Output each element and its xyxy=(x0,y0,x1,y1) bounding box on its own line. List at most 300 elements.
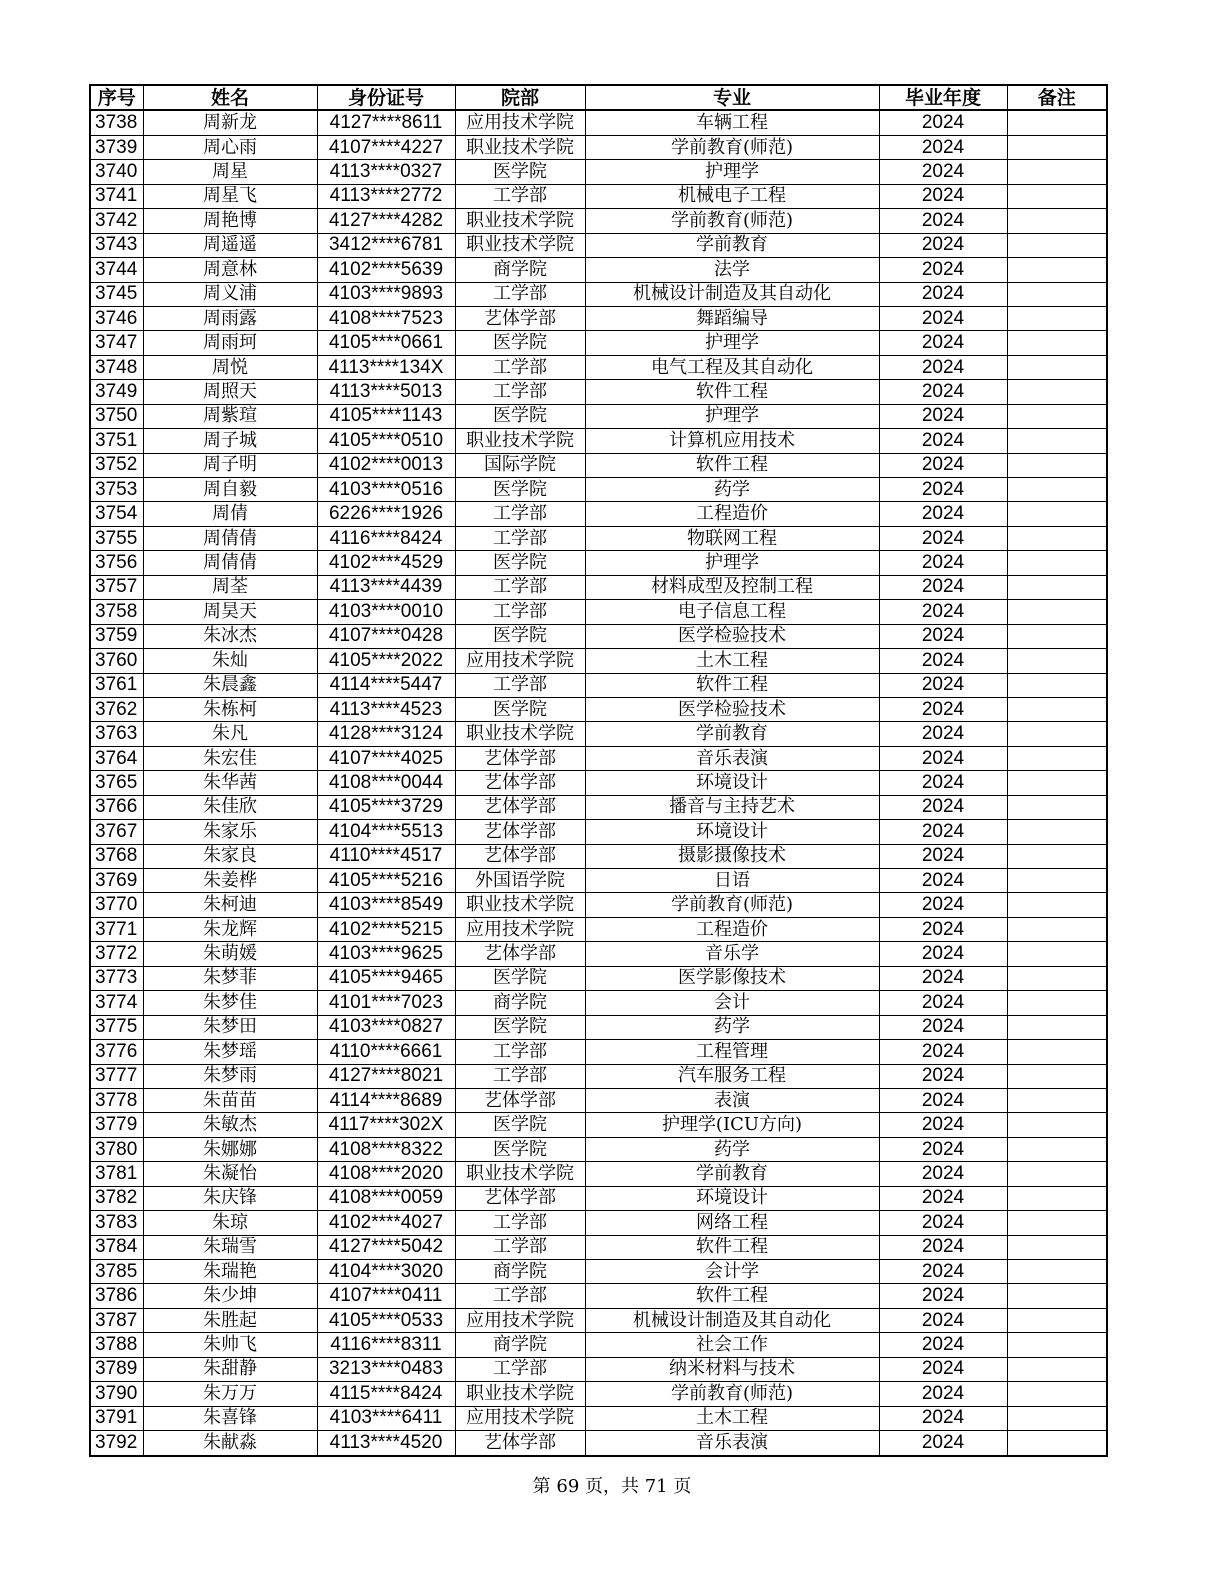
cell-index: 3750 xyxy=(90,404,143,428)
cell-department: 工学部 xyxy=(455,600,585,624)
cell-remarks xyxy=(1007,429,1107,453)
table-row xyxy=(90,746,1107,770)
cell-name: 朱凝怡 xyxy=(143,1162,317,1186)
table-row xyxy=(90,502,1107,526)
cell-major: 计算机应用技术 xyxy=(585,429,879,453)
cell-remarks xyxy=(1007,575,1107,599)
cell-name: 周照天 xyxy=(143,380,317,404)
table-row xyxy=(90,1235,1107,1259)
cell-department: 国际学院 xyxy=(455,453,585,477)
column-header-major: 专业 xyxy=(585,85,879,110)
cell-graduation-year: 2024 xyxy=(879,160,1007,184)
cell-department: 工学部 xyxy=(455,526,585,550)
cell-index: 3742 xyxy=(90,209,143,233)
cell-graduation-year: 2024 xyxy=(879,429,1007,453)
table-row xyxy=(90,1015,1107,1039)
cell-id-number: 4105****2022 xyxy=(317,649,455,673)
cell-remarks xyxy=(1007,1406,1107,1430)
cell-id-number: 3412****6781 xyxy=(317,233,455,257)
cell-id-number: 4113****134X xyxy=(317,355,455,379)
cell-name: 朱瑞雪 xyxy=(143,1235,317,1259)
cell-name: 朱娜娜 xyxy=(143,1137,317,1161)
cell-name: 周子明 xyxy=(143,453,317,477)
cell-id-number: 4115****8424 xyxy=(317,1382,455,1406)
table-row xyxy=(90,282,1107,306)
cell-graduation-year: 2024 xyxy=(879,209,1007,233)
cell-remarks xyxy=(1007,110,1107,135)
cell-name: 周星 xyxy=(143,160,317,184)
cell-name: 周星飞 xyxy=(143,184,317,208)
cell-index: 3776 xyxy=(90,1040,143,1064)
cell-department: 应用技术学院 xyxy=(455,1308,585,1332)
table-row xyxy=(90,160,1107,184)
cell-department: 应用技术学院 xyxy=(455,649,585,673)
cell-index: 3792 xyxy=(90,1431,143,1456)
cell-index: 3756 xyxy=(90,551,143,575)
cell-id-number: 4113****4439 xyxy=(317,575,455,599)
cell-graduation-year: 2024 xyxy=(879,966,1007,990)
cell-remarks xyxy=(1007,1137,1107,1161)
cell-department: 艺体学部 xyxy=(455,1088,585,1112)
cell-graduation-year: 2024 xyxy=(879,1113,1007,1137)
cell-id-number: 4103****9893 xyxy=(317,282,455,306)
cell-major: 播音与主持艺术 xyxy=(585,795,879,819)
cell-id-number: 4113****2772 xyxy=(317,184,455,208)
cell-name: 朱灿 xyxy=(143,649,317,673)
table-row xyxy=(90,184,1107,208)
cell-remarks xyxy=(1007,624,1107,648)
cell-index: 3779 xyxy=(90,1113,143,1137)
cell-name: 朱庆锋 xyxy=(143,1186,317,1210)
cell-graduation-year: 2024 xyxy=(879,306,1007,330)
table-row xyxy=(90,453,1107,477)
cell-department: 艺体学部 xyxy=(455,820,585,844)
table-row xyxy=(90,1308,1107,1332)
cell-index: 3772 xyxy=(90,942,143,966)
cell-remarks xyxy=(1007,844,1107,868)
cell-graduation-year: 2024 xyxy=(879,844,1007,868)
cell-index: 3758 xyxy=(90,600,143,624)
cell-remarks xyxy=(1007,1357,1107,1381)
cell-major: 社会工作 xyxy=(585,1333,879,1357)
cell-name: 周自毅 xyxy=(143,478,317,502)
cell-department: 工学部 xyxy=(455,1064,585,1088)
table-row xyxy=(90,1088,1107,1112)
cell-graduation-year: 2024 xyxy=(879,258,1007,282)
cell-graduation-year: 2024 xyxy=(879,600,1007,624)
cell-major: 医学检验技术 xyxy=(585,697,879,721)
table-row xyxy=(90,258,1107,282)
cell-major: 音乐表演 xyxy=(585,746,879,770)
cell-name: 周荃 xyxy=(143,575,317,599)
cell-department: 工学部 xyxy=(455,355,585,379)
cell-index: 3770 xyxy=(90,893,143,917)
cell-department: 艺体学部 xyxy=(455,942,585,966)
cell-major: 软件工程 xyxy=(585,1235,879,1259)
cell-remarks xyxy=(1007,746,1107,770)
cell-remarks xyxy=(1007,1235,1107,1259)
cell-id-number: 4114****5447 xyxy=(317,673,455,697)
table-row xyxy=(90,1064,1107,1088)
cell-major: 医学检验技术 xyxy=(585,624,879,648)
table-row xyxy=(90,1333,1107,1357)
cell-department: 职业技术学院 xyxy=(455,893,585,917)
cell-major: 材料成型及控制工程 xyxy=(585,575,879,599)
cell-index: 3778 xyxy=(90,1088,143,1112)
cell-name: 朱胜起 xyxy=(143,1308,317,1332)
cell-index: 3755 xyxy=(90,526,143,550)
cell-graduation-year: 2024 xyxy=(879,771,1007,795)
cell-index: 3739 xyxy=(90,135,143,159)
cell-name: 周倩倩 xyxy=(143,526,317,550)
table-row xyxy=(90,771,1107,795)
cell-index: 3788 xyxy=(90,1333,143,1357)
cell-id-number: 4105****0510 xyxy=(317,429,455,453)
cell-id-number: 6226****1926 xyxy=(317,502,455,526)
cell-major: 电气工程及其自动化 xyxy=(585,355,879,379)
table-row xyxy=(90,1162,1107,1186)
cell-department: 艺体学部 xyxy=(455,771,585,795)
table-row xyxy=(90,575,1107,599)
table-row xyxy=(90,1284,1107,1308)
cell-graduation-year: 2024 xyxy=(879,942,1007,966)
cell-department: 工学部 xyxy=(455,1211,585,1235)
cell-id-number: 4105****0533 xyxy=(317,1308,455,1332)
cell-remarks xyxy=(1007,135,1107,159)
cell-department: 医学院 xyxy=(455,160,585,184)
cell-major: 药学 xyxy=(585,1137,879,1161)
cell-graduation-year: 2024 xyxy=(879,1088,1007,1112)
cell-id-number: 4127****8021 xyxy=(317,1064,455,1088)
cell-id-number: 3213****0483 xyxy=(317,1357,455,1381)
cell-name: 周雨露 xyxy=(143,306,317,330)
cell-department: 医学院 xyxy=(455,966,585,990)
table-row xyxy=(90,1431,1107,1456)
cell-graduation-year: 2024 xyxy=(879,697,1007,721)
cell-department: 应用技术学院 xyxy=(455,1406,585,1430)
cell-id-number: 4113****0327 xyxy=(317,160,455,184)
cell-remarks xyxy=(1007,1040,1107,1064)
cell-graduation-year: 2024 xyxy=(879,1308,1007,1332)
cell-graduation-year: 2024 xyxy=(879,1260,1007,1284)
table-row xyxy=(90,1382,1107,1406)
cell-name: 周紫瑄 xyxy=(143,404,317,428)
cell-name: 朱萌媛 xyxy=(143,942,317,966)
cell-department: 医学院 xyxy=(455,331,585,355)
cell-department: 职业技术学院 xyxy=(455,1162,585,1186)
cell-index: 3780 xyxy=(90,1137,143,1161)
cell-id-number: 4107****0428 xyxy=(317,624,455,648)
cell-department: 商学院 xyxy=(455,991,585,1015)
cell-index: 3741 xyxy=(90,184,143,208)
cell-name: 周遥遥 xyxy=(143,233,317,257)
cell-department: 工学部 xyxy=(455,502,585,526)
cell-major: 工程管理 xyxy=(585,1040,879,1064)
cell-index: 3762 xyxy=(90,697,143,721)
cell-department: 医学院 xyxy=(455,1015,585,1039)
cell-remarks xyxy=(1007,1260,1107,1284)
cell-id-number: 4110****4517 xyxy=(317,844,455,868)
table-row xyxy=(90,429,1107,453)
cell-id-number: 4127****4282 xyxy=(317,209,455,233)
cell-graduation-year: 2024 xyxy=(879,649,1007,673)
cell-department: 职业技术学院 xyxy=(455,233,585,257)
cell-index: 3753 xyxy=(90,478,143,502)
cell-id-number: 4103****0516 xyxy=(317,478,455,502)
cell-department: 工学部 xyxy=(455,184,585,208)
cell-graduation-year: 2024 xyxy=(879,1162,1007,1186)
cell-department: 职业技术学院 xyxy=(455,722,585,746)
table-row xyxy=(90,673,1107,697)
cell-department: 医学院 xyxy=(455,624,585,648)
cell-major: 学前教育 xyxy=(585,233,879,257)
cell-graduation-year: 2024 xyxy=(879,1357,1007,1381)
cell-name: 朱佳欣 xyxy=(143,795,317,819)
cell-major: 舞蹈编导 xyxy=(585,306,879,330)
cell-department: 商学院 xyxy=(455,1333,585,1357)
cell-index: 3747 xyxy=(90,331,143,355)
cell-department: 医学院 xyxy=(455,1137,585,1161)
cell-remarks xyxy=(1007,502,1107,526)
cell-graduation-year: 2024 xyxy=(879,355,1007,379)
cell-department: 艺体学部 xyxy=(455,1431,585,1456)
cell-major: 土木工程 xyxy=(585,1406,879,1430)
cell-department: 医学院 xyxy=(455,404,585,428)
table-row xyxy=(90,1137,1107,1161)
cell-id-number: 4102****4027 xyxy=(317,1211,455,1235)
cell-index: 3757 xyxy=(90,575,143,599)
cell-remarks xyxy=(1007,209,1107,233)
cell-major: 纳米材料与技术 xyxy=(585,1357,879,1381)
cell-name: 朱帅飞 xyxy=(143,1333,317,1357)
table-row xyxy=(90,526,1107,550)
cell-remarks xyxy=(1007,1431,1107,1456)
cell-index: 3766 xyxy=(90,795,143,819)
cell-id-number: 4104****3020 xyxy=(317,1260,455,1284)
table-row xyxy=(90,795,1107,819)
cell-major: 日语 xyxy=(585,869,879,893)
table-row xyxy=(90,1357,1107,1381)
cell-major: 软件工程 xyxy=(585,453,879,477)
cell-index: 3771 xyxy=(90,917,143,941)
cell-id-number: 4117****302X xyxy=(317,1113,455,1137)
cell-major: 护理学 xyxy=(585,331,879,355)
cell-name: 朱献淼 xyxy=(143,1431,317,1456)
cell-department: 工学部 xyxy=(455,380,585,404)
cell-graduation-year: 2024 xyxy=(879,746,1007,770)
cell-name: 朱梦雨 xyxy=(143,1064,317,1088)
cell-department: 职业技术学院 xyxy=(455,429,585,453)
cell-major: 环境设计 xyxy=(585,820,879,844)
cell-name: 朱宏佳 xyxy=(143,746,317,770)
cell-major: 护理学 xyxy=(585,160,879,184)
cell-major: 工程造价 xyxy=(585,502,879,526)
cell-graduation-year: 2024 xyxy=(879,453,1007,477)
cell-name: 朱喜锋 xyxy=(143,1406,317,1430)
cell-department: 艺体学部 xyxy=(455,795,585,819)
cell-major: 会计学 xyxy=(585,1260,879,1284)
cell-id-number: 4113****4523 xyxy=(317,697,455,721)
cell-name: 朱梦瑶 xyxy=(143,1040,317,1064)
cell-index: 3789 xyxy=(90,1357,143,1381)
cell-remarks xyxy=(1007,673,1107,697)
cell-name: 周新龙 xyxy=(143,110,317,135)
cell-department: 应用技术学院 xyxy=(455,110,585,135)
cell-graduation-year: 2024 xyxy=(879,1406,1007,1430)
cell-index: 3743 xyxy=(90,233,143,257)
table-row xyxy=(90,722,1107,746)
cell-major: 药学 xyxy=(585,478,879,502)
cell-id-number: 4105****5216 xyxy=(317,869,455,893)
cell-major: 会计 xyxy=(585,991,879,1015)
cell-major: 汽车服务工程 xyxy=(585,1064,879,1088)
cell-remarks xyxy=(1007,331,1107,355)
cell-department: 工学部 xyxy=(455,575,585,599)
table-row xyxy=(90,404,1107,428)
cell-department: 工学部 xyxy=(455,1284,585,1308)
cell-name: 朱龙辉 xyxy=(143,917,317,941)
cell-index: 3790 xyxy=(90,1382,143,1406)
cell-id-number: 4103****0827 xyxy=(317,1015,455,1039)
table-row xyxy=(90,600,1107,624)
cell-department: 职业技术学院 xyxy=(455,1382,585,1406)
cell-id-number: 4105****0661 xyxy=(317,331,455,355)
cell-graduation-year: 2024 xyxy=(879,526,1007,550)
cell-index: 3763 xyxy=(90,722,143,746)
table-row xyxy=(90,697,1107,721)
cell-graduation-year: 2024 xyxy=(879,991,1007,1015)
cell-name: 朱冰杰 xyxy=(143,624,317,648)
table-row xyxy=(90,869,1107,893)
cell-index: 3749 xyxy=(90,380,143,404)
cell-remarks xyxy=(1007,233,1107,257)
cell-remarks xyxy=(1007,453,1107,477)
cell-department: 艺体学部 xyxy=(455,844,585,868)
header-row xyxy=(90,85,1107,110)
cell-major: 环境设计 xyxy=(585,771,879,795)
cell-remarks xyxy=(1007,160,1107,184)
cell-graduation-year: 2024 xyxy=(879,722,1007,746)
cell-graduation-year: 2024 xyxy=(879,478,1007,502)
cell-graduation-year: 2024 xyxy=(879,1382,1007,1406)
cell-index: 3787 xyxy=(90,1308,143,1332)
cell-id-number: 4127****8611 xyxy=(317,110,455,135)
cell-graduation-year: 2024 xyxy=(879,1137,1007,1161)
table-row xyxy=(90,1406,1107,1430)
cell-remarks xyxy=(1007,991,1107,1015)
cell-graduation-year: 2024 xyxy=(879,1211,1007,1235)
table-row xyxy=(90,478,1107,502)
cell-major: 法学 xyxy=(585,258,879,282)
cell-remarks xyxy=(1007,771,1107,795)
cell-remarks xyxy=(1007,795,1107,819)
cell-major: 软件工程 xyxy=(585,380,879,404)
table-row xyxy=(90,355,1107,379)
cell-major: 车辆工程 xyxy=(585,110,879,135)
cell-graduation-year: 2024 xyxy=(879,893,1007,917)
cell-name: 周意林 xyxy=(143,258,317,282)
cell-remarks xyxy=(1007,404,1107,428)
cell-name: 朱柯迪 xyxy=(143,893,317,917)
cell-major: 软件工程 xyxy=(585,1284,879,1308)
cell-id-number: 4102****5215 xyxy=(317,917,455,941)
cell-graduation-year: 2024 xyxy=(879,331,1007,355)
cell-index: 3782 xyxy=(90,1186,143,1210)
cell-major: 网络工程 xyxy=(585,1211,879,1235)
column-header-department: 院部 xyxy=(455,85,585,110)
cell-name: 周倩倩 xyxy=(143,551,317,575)
cell-graduation-year: 2024 xyxy=(879,233,1007,257)
cell-id-number: 4103****0010 xyxy=(317,600,455,624)
cell-name: 周义浦 xyxy=(143,282,317,306)
column-header-id-number: 身份证号 xyxy=(317,85,455,110)
cell-major: 音乐表演 xyxy=(585,1431,879,1456)
cell-id-number: 4127****5042 xyxy=(317,1235,455,1259)
cell-remarks xyxy=(1007,1382,1107,1406)
table-row xyxy=(90,331,1107,355)
cell-remarks xyxy=(1007,1088,1107,1112)
cell-name: 朱梦菲 xyxy=(143,966,317,990)
cell-remarks xyxy=(1007,893,1107,917)
cell-major: 药学 xyxy=(585,1015,879,1039)
cell-department: 医学院 xyxy=(455,1113,585,1137)
cell-index: 3761 xyxy=(90,673,143,697)
table-row xyxy=(90,1113,1107,1137)
cell-major: 护理学 xyxy=(585,404,879,428)
cell-major: 摄影摄像技术 xyxy=(585,844,879,868)
cell-department: 医学院 xyxy=(455,478,585,502)
cell-major: 土木工程 xyxy=(585,649,879,673)
column-header-name: 姓名 xyxy=(143,85,317,110)
cell-department: 医学院 xyxy=(455,697,585,721)
cell-graduation-year: 2024 xyxy=(879,502,1007,526)
table-row xyxy=(90,917,1107,941)
cell-index: 3784 xyxy=(90,1235,143,1259)
cell-remarks xyxy=(1007,649,1107,673)
cell-index: 3781 xyxy=(90,1162,143,1186)
cell-remarks xyxy=(1007,722,1107,746)
cell-index: 3777 xyxy=(90,1064,143,1088)
table-row xyxy=(90,991,1107,1015)
table-row xyxy=(90,820,1107,844)
cell-graduation-year: 2024 xyxy=(879,1235,1007,1259)
cell-major: 电子信息工程 xyxy=(585,600,879,624)
cell-index: 3738 xyxy=(90,110,143,135)
cell-major: 表演 xyxy=(585,1088,879,1112)
page-footer: 第 69 页，共 71 页 xyxy=(532,1476,692,1497)
cell-remarks xyxy=(1007,306,1107,330)
cell-graduation-year: 2024 xyxy=(879,1186,1007,1210)
cell-department: 职业技术学院 xyxy=(455,209,585,233)
cell-remarks xyxy=(1007,551,1107,575)
cell-major: 环境设计 xyxy=(585,1186,879,1210)
cell-remarks xyxy=(1007,600,1107,624)
cell-name: 朱凡 xyxy=(143,722,317,746)
cell-remarks xyxy=(1007,942,1107,966)
cell-remarks xyxy=(1007,184,1107,208)
cell-index: 3746 xyxy=(90,306,143,330)
cell-id-number: 4101****7023 xyxy=(317,991,455,1015)
cell-id-number: 4113****4520 xyxy=(317,1431,455,1456)
table-row xyxy=(90,135,1107,159)
cell-department: 工学部 xyxy=(455,1235,585,1259)
cell-remarks xyxy=(1007,355,1107,379)
cell-graduation-year: 2024 xyxy=(879,624,1007,648)
cell-major: 学前教育(师范) xyxy=(585,1382,879,1406)
cell-department: 工学部 xyxy=(455,1357,585,1381)
table-row xyxy=(90,1211,1107,1235)
cell-name: 朱少坤 xyxy=(143,1284,317,1308)
